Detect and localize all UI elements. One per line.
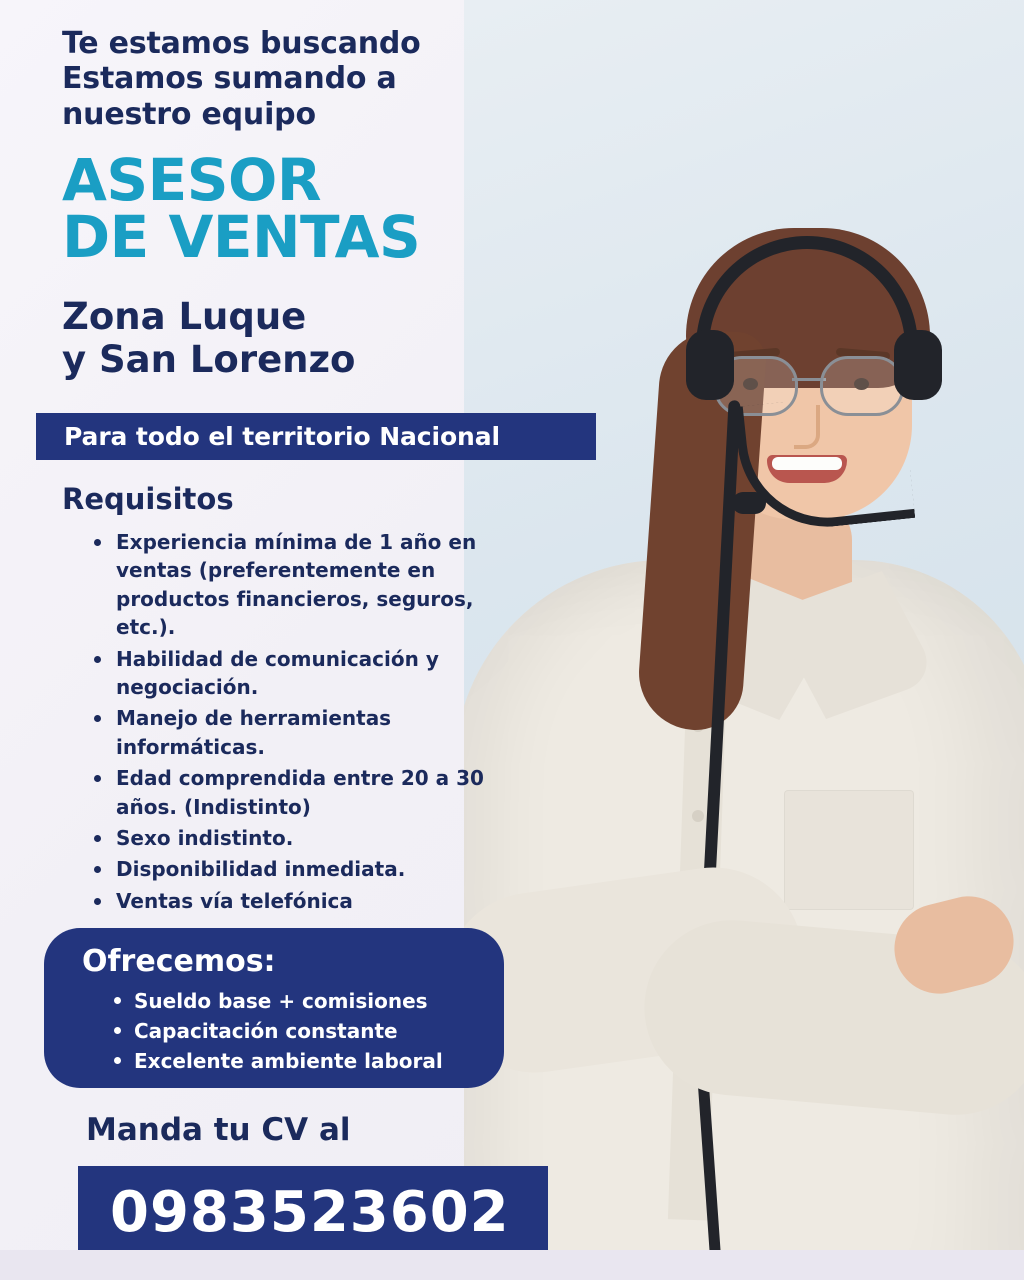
requirements-title: Requisitos <box>62 482 234 516</box>
offers-card <box>44 928 504 1088</box>
decorative-bottom-band <box>0 1250 1024 1280</box>
kicker-line-3: nuestro equipo <box>62 96 316 132</box>
list-item: Experiencia mínima de 1 año en ventas (preferentemente en productos financieros, seguros, etc.). <box>116 528 536 642</box>
kicker-line-1: Te estamos buscando <box>62 26 421 61</box>
list-item: Manejo de herramientas informáticas. <box>116 704 536 761</box>
zone-text <box>62 296 355 381</box>
page-title <box>62 146 421 272</box>
offers-list <box>108 986 514 1076</box>
phone-number: 0983523602 <box>110 1179 510 1245</box>
kicker-line-2: Estamos sumando a <box>62 61 397 97</box>
zone-line-2: y San Lorenzo <box>62 337 356 381</box>
cv-label: Manda tu CV al <box>86 1112 351 1148</box>
shirt-button <box>692 810 704 822</box>
shirt-pocket <box>784 790 914 910</box>
kicker-text <box>62 26 512 132</box>
list-item: Edad comprendida entre 20 a 30 años. (Indistinto) <box>116 764 536 821</box>
headset-earcup-left <box>686 330 734 400</box>
headset-mic-tip <box>732 492 766 514</box>
territory-banner-label: Para todo el territorio Nacional <box>64 422 500 451</box>
offers-title: Ofrecemos: <box>82 944 276 979</box>
list-item: Excelente ambiente laboral <box>134 1046 514 1076</box>
list-item: Habilidad de comunicación y negociación. <box>116 645 536 702</box>
list-item: Sueldo base + comisiones <box>134 986 514 1016</box>
zone-line-1: Zona Luque <box>62 295 307 338</box>
phone-box <box>78 1166 548 1258</box>
list-item: Sexo indistinto. <box>116 824 536 852</box>
list-item: Ventas vía telefónica <box>116 887 536 915</box>
list-item: Capacitación constante <box>134 1016 514 1046</box>
list-item: Disponibilidad inmediata. <box>116 855 536 883</box>
headline-line-1: ASESOR <box>62 146 322 214</box>
territory-banner <box>36 413 596 460</box>
requirements-list <box>86 528 536 918</box>
headline-line-2: DE VENTAS <box>62 203 421 272</box>
